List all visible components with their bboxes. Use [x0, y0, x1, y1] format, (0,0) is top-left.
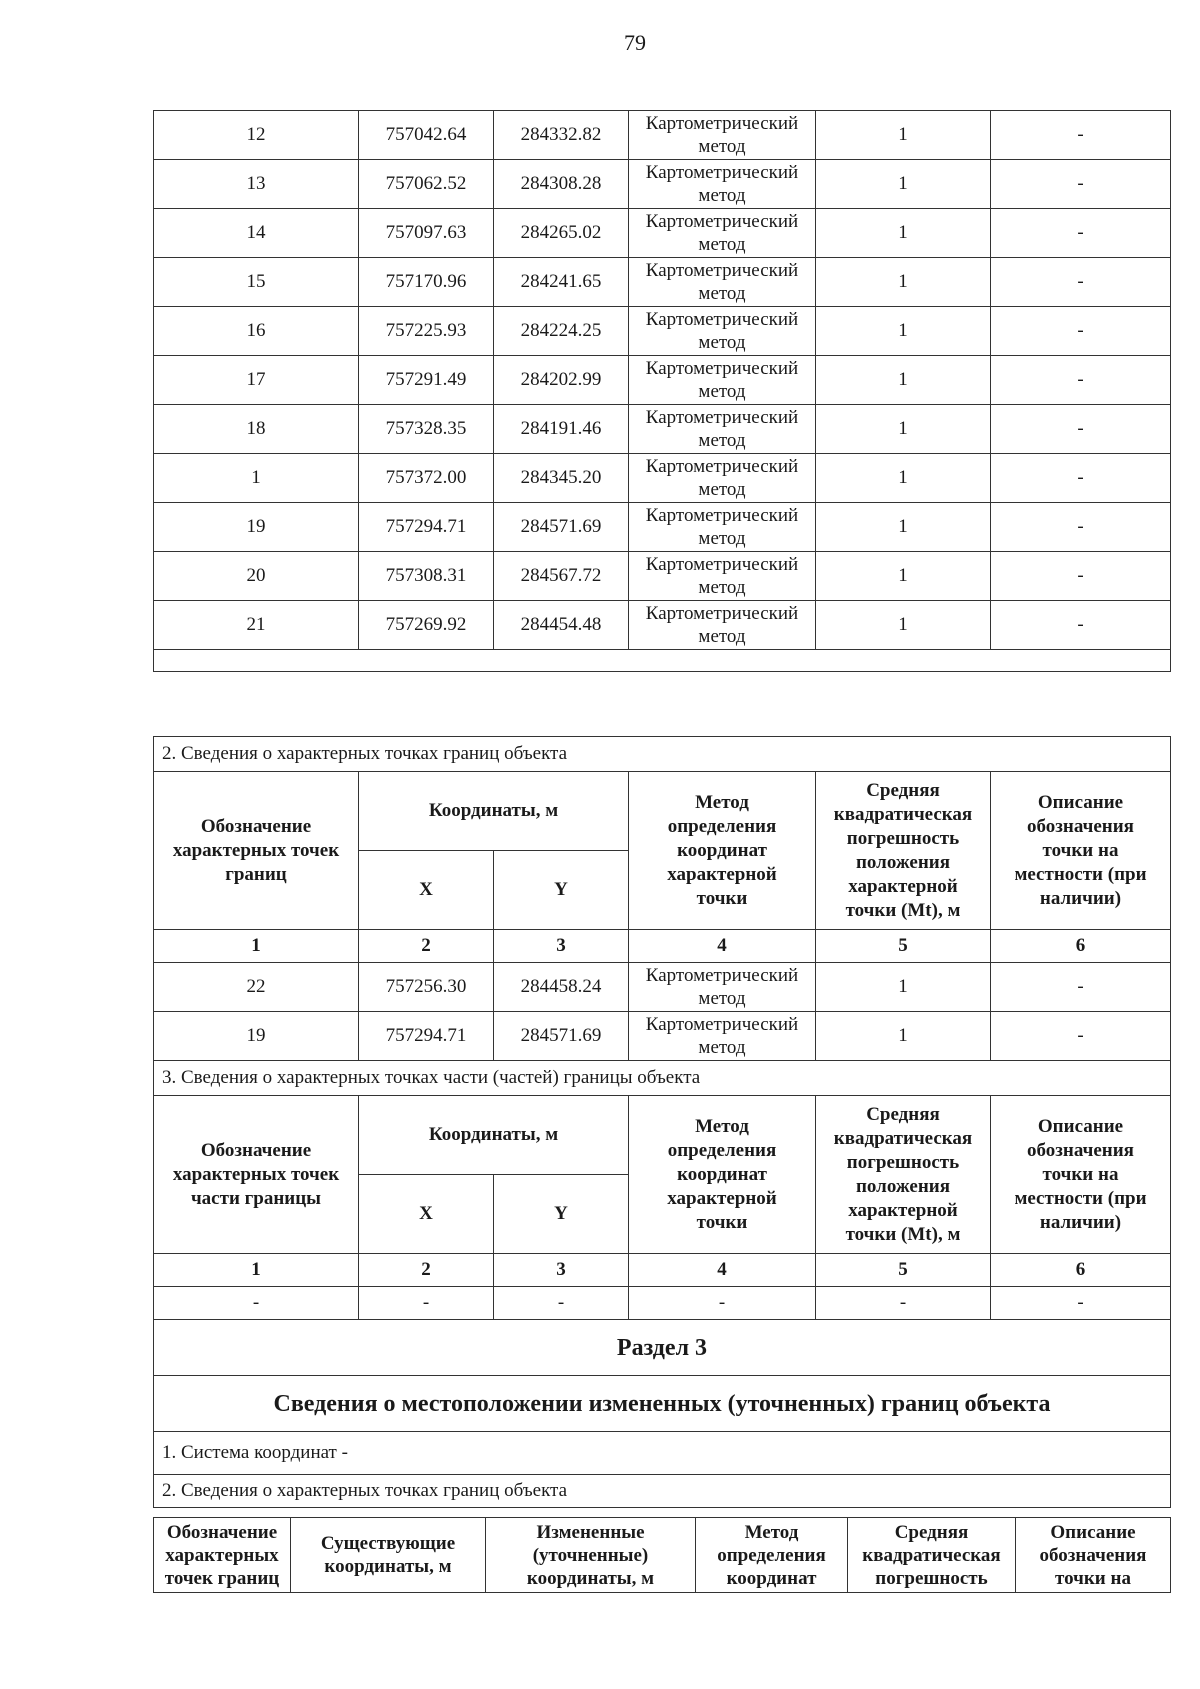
point-cell: 18 [154, 405, 359, 454]
x-coord-cell: 757042.64 [359, 111, 494, 160]
error-cell: 1 [816, 503, 991, 552]
method-cell [629, 160, 816, 209]
method-cell [629, 963, 816, 1012]
header-point [154, 772, 359, 930]
method-cell [629, 405, 816, 454]
x-coord-cell: 757225.93 [359, 307, 494, 356]
method-cell [629, 552, 816, 601]
header-method: Метод определения координат [696, 1518, 848, 1593]
header-error: Средняя квадратическая погрешность [848, 1518, 1016, 1593]
header-description: Описание обозначения точки на местности (при наличии) [991, 1096, 1171, 1254]
point-cell: 19 [154, 1012, 359, 1061]
error-cell: 1 [816, 1012, 991, 1061]
description-cell: - [991, 1012, 1171, 1061]
description-cell: - [991, 356, 1171, 405]
table-row [154, 1012, 1171, 1061]
error-cell: 1 [816, 405, 991, 454]
description-cell: - [991, 963, 1171, 1012]
header-coords: Координаты, м [359, 1096, 629, 1175]
error-cell: 1 [816, 552, 991, 601]
y-coord-cell: 284332.82 [494, 111, 629, 160]
description-cell: - [991, 111, 1171, 160]
empty-row [154, 650, 1171, 672]
boundary-points-table [153, 736, 1171, 1508]
point-cell: 12 [154, 111, 359, 160]
header-x: X [359, 851, 494, 930]
description-cell: - [991, 307, 1171, 356]
error-cell: 1 [816, 601, 991, 650]
x-coord-cell: 757294.71 [359, 503, 494, 552]
x-coord-cell: 757291.49 [359, 356, 494, 405]
method-line: метод [698, 528, 746, 549]
header-point-line: Обозначение [200, 815, 312, 837]
description-cell: - [991, 405, 1171, 454]
point-cell: 15 [154, 258, 359, 307]
method-line: Картометрический [645, 162, 799, 183]
table-row [154, 503, 1171, 552]
method-line: Картометрический [645, 456, 799, 477]
y-coord-cell: 284454.48 [494, 601, 629, 650]
description-cell: - [991, 160, 1171, 209]
column-numbers: 1 2 3 4 5 6 [154, 1254, 1171, 1287]
table-row [154, 552, 1171, 601]
y-coord-cell: 284265.02 [494, 209, 629, 258]
table-row [154, 307, 1171, 356]
method-line: метод [698, 1037, 746, 1058]
header-y: Y [494, 851, 629, 930]
x-coord-cell: 757170.96 [359, 258, 494, 307]
point-cell: 13 [154, 160, 359, 209]
point-cell: 1 [154, 454, 359, 503]
description-cell: - [991, 209, 1171, 258]
y-coord-cell: 284571.69 [494, 1012, 629, 1061]
method-line: метод [698, 234, 746, 255]
method-line: Картометрический [645, 211, 799, 232]
table-row [154, 258, 1171, 307]
coord-system: 1. Система координат - [154, 1432, 1171, 1475]
section-3-title: 3. Сведения о характерных точках части (частей) границы объекта [154, 1061, 1171, 1096]
description-cell: - [991, 552, 1171, 601]
x-coord-cell: 757097.63 [359, 209, 494, 258]
y-coord-cell: 284571.69 [494, 503, 629, 552]
header-point: Обозначение характерных точек границ [154, 1518, 291, 1593]
table-row: - - - - - - [154, 1287, 1171, 1320]
method-line: метод [698, 381, 746, 402]
method-line: метод [698, 430, 746, 451]
table-row [154, 601, 1171, 650]
method-cell [629, 1012, 816, 1061]
method-cell [629, 454, 816, 503]
error-cell: 1 [816, 160, 991, 209]
x-coord-cell: 757308.31 [359, 552, 494, 601]
table-row [154, 454, 1171, 503]
y-coord-cell: 284458.24 [494, 963, 629, 1012]
method-line: Картометрический [645, 309, 799, 330]
point-cell: 16 [154, 307, 359, 356]
point-cell: 22 [154, 963, 359, 1012]
method-cell [629, 111, 816, 160]
x-coord-cell: 757294.71 [359, 1012, 494, 1061]
point-cell: 14 [154, 209, 359, 258]
table-row [154, 111, 1171, 160]
header-coords: Координаты, м [359, 772, 629, 851]
header-point-line: границ [225, 863, 287, 885]
method-line: метод [698, 136, 746, 157]
table-row [154, 160, 1171, 209]
razdel-subtitle: Сведения о местоположении измененных (уточненных) границ объекта [154, 1376, 1171, 1432]
method-line: Картометрический [645, 554, 799, 575]
x-coord-cell: 757372.00 [359, 454, 494, 503]
header-existing-coords: Существующие координаты, м [291, 1518, 486, 1593]
x-coord-cell: 757328.35 [359, 405, 494, 454]
method-line: Картометрический [645, 603, 799, 624]
page-number: 79 [624, 30, 646, 55]
error-cell: 1 [816, 111, 991, 160]
method-line: метод [698, 185, 746, 206]
point-cell: 21 [154, 601, 359, 650]
error-cell: 1 [816, 454, 991, 503]
y-coord-cell: 284241.65 [494, 258, 629, 307]
header-description: Описание обозначения точки на местности (при наличии) [991, 772, 1171, 930]
description-cell: - [991, 503, 1171, 552]
method-cell [629, 209, 816, 258]
method-line: метод [698, 988, 746, 1009]
error-cell: 1 [816, 356, 991, 405]
method-cell [629, 356, 816, 405]
point-cell: 20 [154, 552, 359, 601]
point-cell: 19 [154, 503, 359, 552]
error-cell: 1 [816, 209, 991, 258]
method-line: метод [698, 626, 746, 647]
method-line: метод [698, 283, 746, 304]
table-row [154, 405, 1171, 454]
section-2-title: 2. Сведения о характерных точках границ объекта [154, 737, 1171, 772]
method-line: Картометрический [645, 113, 799, 134]
method-line: Картометрический [645, 1014, 799, 1035]
y-coord-cell: 284191.46 [494, 405, 629, 454]
method-line: Картометрический [645, 505, 799, 526]
x-coord-cell: 757269.92 [359, 601, 494, 650]
header-part-point: Обозначение характерных точек части границы [154, 1096, 359, 1254]
razdel-points-title: 2. Сведения о характерных точках границ объекта [154, 1475, 1171, 1508]
changed-boundary-table [153, 1517, 1171, 1593]
points-table-continued [153, 110, 1171, 672]
header-error: Средняя квадратическая погрешность положения характерной точки (Mt), м [816, 1096, 991, 1254]
y-coord-cell: 284308.28 [494, 160, 629, 209]
method-line: метод [698, 479, 746, 500]
error-cell: 1 [816, 307, 991, 356]
header-point-line: характерных точек [172, 839, 340, 861]
header-method: Метод определения координат характерной точки [629, 772, 816, 930]
method-cell [629, 601, 816, 650]
header-changed-coords: Измененные (уточненные) координаты, м [486, 1518, 696, 1593]
method-cell [629, 503, 816, 552]
method-line: Картометрический [645, 260, 799, 281]
header-x: X [359, 1175, 494, 1254]
point-cell: 17 [154, 356, 359, 405]
header-method: Метод определения координат характерной точки [629, 1096, 816, 1254]
table-row [154, 209, 1171, 258]
y-coord-cell: 284345.20 [494, 454, 629, 503]
method-line: метод [698, 577, 746, 598]
table-row [154, 356, 1171, 405]
column-numbers: 1 2 3 4 5 6 [154, 930, 1171, 963]
description-cell: - [991, 258, 1171, 307]
x-coord-cell: 757256.30 [359, 963, 494, 1012]
y-coord-cell: 284567.72 [494, 552, 629, 601]
table-row [154, 963, 1171, 1012]
method-cell [629, 307, 816, 356]
header-y: Y [494, 1175, 629, 1254]
description-cell: - [991, 454, 1171, 503]
method-line: Картометрический [645, 407, 799, 428]
x-coord-cell: 757062.52 [359, 160, 494, 209]
description-cell: - [991, 601, 1171, 650]
razdel-title: Раздел 3 [154, 1320, 1171, 1376]
method-line: Картометрический [645, 358, 799, 379]
y-coord-cell: 284224.25 [494, 307, 629, 356]
y-coord-cell: 284202.99 [494, 356, 629, 405]
header-error: Средняя квадратическая погрешность положения характерной точки (Mt), м [816, 772, 991, 930]
header-description: Описание обозначения точки на [1016, 1518, 1171, 1593]
method-cell [629, 258, 816, 307]
method-line: Картометрический [645, 965, 799, 986]
error-cell: 1 [816, 963, 991, 1012]
method-line: метод [698, 332, 746, 353]
error-cell: 1 [816, 258, 991, 307]
